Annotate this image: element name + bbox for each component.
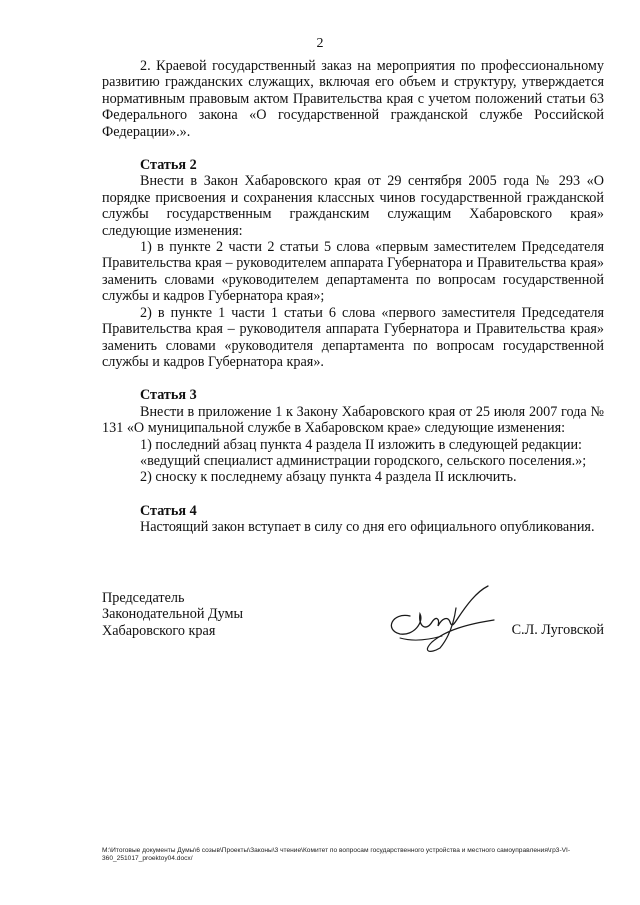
article-2-heading: Статья 2 <box>140 157 197 174</box>
article-3-item-2: 2) сноску к последнему абзацу пункта 4 раздела II исключить. <box>140 469 517 486</box>
intro-paragraph: 2. Краевой государственный заказ на мероприятия по профессиональному развитию гражданских служащих, включая его объем и структуру, утверждается нормативным правовым актом Правительства края с учетом положений статьи 63 Федерального закона «О государственной гражданской службе Российской Федерации».». <box>102 58 604 140</box>
signatory-title-line-1: Председатель <box>102 590 185 606</box>
document-body <box>102 58 604 536</box>
signatory-title-line-2: Законодательной Думы <box>102 606 244 623</box>
article-3-lead: Внести в приложение 1 к Закону Хабаровского края от 25 июля 2007 года № 131 «О муниципальной службе в Хабаровском крае» следующие изменения: <box>102 403 604 437</box>
article-3-heading: Статья 3 <box>140 387 197 404</box>
signatory-title-line-3: Хабаровского края <box>102 622 216 639</box>
article-3-quote: «ведущий специалист администрации городского, сельского поселения.»; <box>140 452 587 469</box>
handwritten-signature <box>370 578 500 658</box>
article-3-item-1: 1) последний абзац пункта 4 раздела II изложить в следующей редакции: <box>140 436 582 453</box>
article-4-heading: Статья 4 <box>140 502 197 519</box>
article-2-lead: Внести в Закон Хабаровского края от 29 сентября 2005 года № 293 «О порядке присвоения и сохранения классных чинов государственной гражданской службы государственным гражданским служащим Хабаровского края» следующие изменения: <box>102 173 604 239</box>
page-number: 2 <box>316 36 324 51</box>
article-4-text: Настоящий закон вступает в силу со дня его официального опубликования. <box>140 519 595 536</box>
signatory-name: С.Л. Луговской <box>511 622 604 638</box>
article-2-item-1: 1) в пункте 2 части 2 статьи 5 слова «первым заместителем Председателя Правительства края – руководителем аппарата Губернатора и Правительства края» заменить словами «руководителем департамента по вопросам государственной службы и кадров Губернатора края»; <box>102 239 604 305</box>
file-path-footer: M:\Итоговые документы Думы\6 созыв\Проекты\Законы\3 чтение\Комитет по вопросам государственного устройства и местного самоуправления\гр3-VI-360_251017_proektoy04.docx/ <box>102 847 571 862</box>
article-2-item-2: 2) в пункте 1 части 1 статьи 6 слова «первого заместителя Председателя Правительства края – руководителя аппарата Губернатора и Правительства края» заменить словами «руководителя департамента по вопросам государственной службы и кадров Губернатора края». <box>102 304 604 370</box>
signatory-title <box>102 590 243 639</box>
